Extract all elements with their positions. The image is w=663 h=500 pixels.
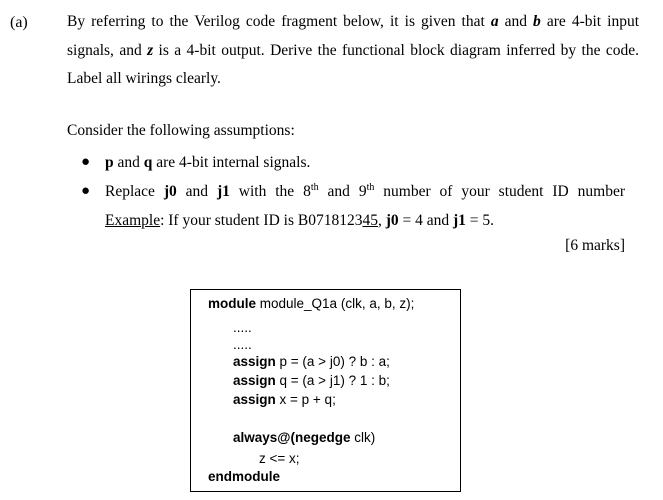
code-nonblocking-assign: z <= x; bbox=[259, 451, 300, 466]
question-paragraph bbox=[67, 8, 639, 94]
example-label: Example bbox=[105, 212, 161, 229]
assumption-item bbox=[67, 177, 625, 235]
code-always-line: always@(negedge clk) bbox=[233, 430, 376, 445]
bullet-icon: ● bbox=[81, 183, 91, 199]
assumption-line: Replace j0 and j1 with the 8th and 9th number of your student ID number bbox=[105, 181, 625, 200]
code-assign-q: assign q = (a > j1) ? 1 : b; bbox=[233, 373, 390, 388]
code-endmodule: endmodule bbox=[208, 469, 281, 484]
assumptions-list bbox=[67, 148, 625, 235]
code-assign-p: assign p = (a > j0) ? b : a; bbox=[233, 354, 390, 369]
highlighted-id-digits: 45 bbox=[362, 212, 378, 229]
verilog-code-box bbox=[190, 289, 461, 492]
paragraph-line-3: Label all wirings clearly. bbox=[67, 70, 221, 87]
code-module-line: module module_Q1a (clk, a, b, z); bbox=[208, 296, 415, 311]
assumption-example-line: Example: If your student ID is B071812345, j0 = 4 and j1 = 5. bbox=[105, 212, 495, 229]
code-assign-x: assign x = p + q; bbox=[233, 392, 336, 407]
paragraph-line-1: By referring to the Verilog code fragment below, it is given that a and b are 4-bit input bbox=[67, 13, 639, 30]
question-label: (a) bbox=[10, 14, 28, 31]
paragraph-line-2: signals, and z is a 4-bit output. Derive the functional block diagram inferred by the code. bbox=[67, 41, 639, 59]
code-ellipsis: ..... bbox=[233, 320, 252, 335]
bullet-icon: ● bbox=[81, 154, 91, 170]
assumptions-heading: Consider the following assumptions: bbox=[67, 122, 295, 139]
marks-label: [6 marks] bbox=[565, 237, 625, 254]
assumption-item: ● p and q are 4-bit internal signals. bbox=[67, 148, 625, 177]
code-ellipsis: ..... bbox=[233, 337, 252, 352]
